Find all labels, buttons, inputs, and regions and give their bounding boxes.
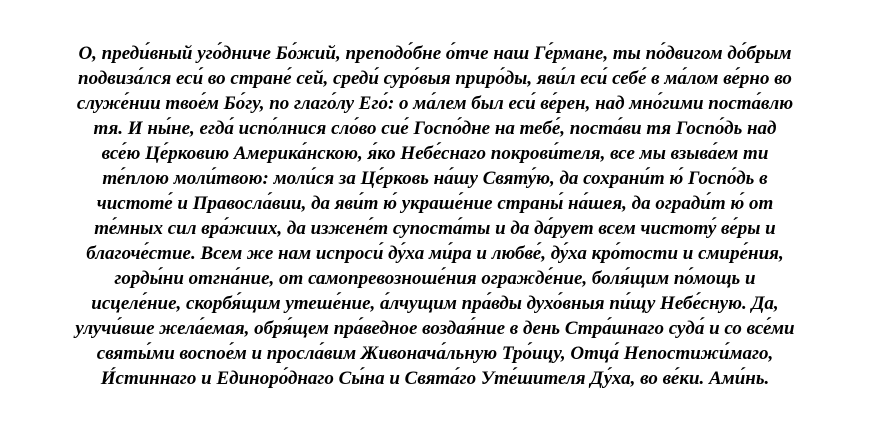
prayer-line-5: все́ю Це́рковию Америка́нскою, я́ко Небе́снаго покрови́теля, все мы взыва́ем ти [101, 143, 769, 164]
prayer-line-12: улучи́вше жела́емая, обря́щем пра́ведное воздая́ние в день Стра́шнаго суда́ и со все́ми [75, 318, 795, 339]
prayer-line-14: И́стиннаго и Единоро́днаго Сы́на и Свята́го Уте́шителя Ду́ха, во ве́ки. Ами́нь. [100, 368, 770, 389]
prayer-line-8: те́мных сил вра́жиих, да изжене́т супоста́ты и да да́рует всем чистоту́ ве́ры и [94, 218, 776, 239]
prayer-line-7: чистоте́ и Правосла́вии, да яви́т ю́ украше́ние страны́ на́шея, да огради́т ю́ от [96, 193, 774, 214]
prayer-line-3: служе́нии твое́м Бо́гу, по глаго́лу Его́: о ма́лем был еси́ ве́рен, над мно́гими поста́влю [76, 93, 794, 114]
prayer-line-2: подвиза́лся еси́ во стране́ сей, среди́ суро́выя приро́ды, яви́л еси́ себе́ в ма́лом ве́рно во [78, 68, 792, 89]
prayer-line-13: святы́ми воспое́м и просла́вим Живонача́льную Тро́ицу, Отца́ Непостижи́маго, [96, 343, 774, 364]
prayer-line-6: те́плою моли́твою: моли́ся за Це́рковь на́шу Святу́ю, да сохрани́т ю́ Госпо́дь в [102, 168, 768, 189]
prayer-line-9: благоче́стие. Всем же нам испроси́ ду́ха ми́ра и любве́, ду́ха кро́тости и смире́ния, [86, 243, 784, 264]
prayer-line-1: О, преди́вный уго́дниче Бо́жий, преподо́бне о́тче наш Ге́рмане, ты по́двигом до́брым [78, 43, 792, 64]
prayer-line-4: тя. И ны́не, егда́ испо́лнися сло́во сие́ Госпо́дне на тебе́, поста́ви тя Госпо́дь над [93, 118, 777, 139]
prayer-line-11: исцеле́ние, скорбя́щим утеше́ние, а́лчущим пра́вды духо́вныя пи́щу Небе́сную. Да, [91, 293, 779, 314]
prayer-text [12, 41, 858, 391]
prayer-line-10: горды́ни отгна́ние, от самопревозноше́ния огражде́ние, боля́щим по́мощь и [114, 268, 756, 289]
